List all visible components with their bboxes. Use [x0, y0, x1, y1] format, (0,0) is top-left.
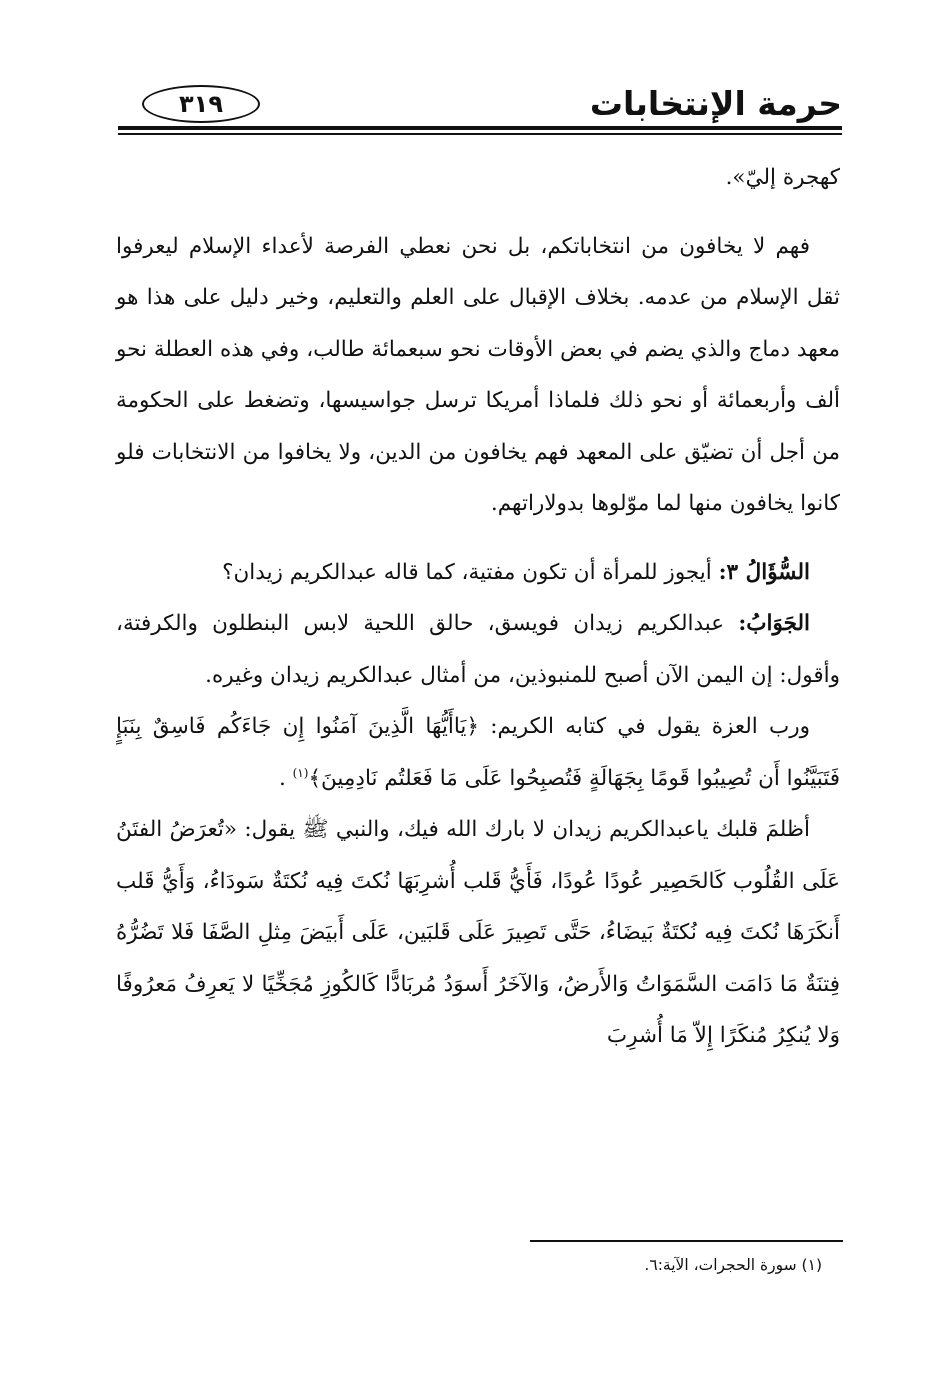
- footnote-reference: (١): [292, 765, 309, 780]
- question-label: السُّؤَالُ ٣:: [718, 559, 810, 585]
- answer-paragraph: [116, 598, 840, 701]
- page-header: [118, 78, 842, 138]
- body-text: [116, 152, 840, 1062]
- paragraph-elections: فهم لا يخافون من انتخاباتكم، بل نحن نعطي الفرصة لأعداء الإسلام ليعرفوا ثقل الإسلام من عدمه. بخلاف الإقبال على العلم والتعليم، وخير دليل على هذا هو معهد دماج والذي يضم في بعض الأوقات نحو سبعمائة طالب، وفي هذه العطلة نحو ألف وأربعمائة أو نحو ذلك فلماذا أمريكا ترسل جواسيسها، وتضغط على الحكومة من أجل أن تضيّق على المعهد فهم يخافون من الدين، ولا يخافوا من الانتخابات فلو كانوا يخافون منها لما موّلوها بدولاراتهم.: [116, 233, 840, 516]
- running-title: حرمة الإنتخابات: [589, 84, 842, 123]
- header-rule-thick: [118, 126, 842, 130]
- header-rule-thin: [118, 133, 842, 135]
- answer-text: عبدالكريم زيدان فويسق، حالق اللحية لابس البنطلون والكرفتة، وأقول: إن اليمن الآن أصبح للمنبوذين، من أمثال عبدالكريم زيدان وغيره.: [116, 611, 840, 688]
- quran-verse-text: ورب العزة يقول في كتابه الكريم: ﴿يَاأَيُّهَا الَّذِينَ آمَنُوا إِن جَاءَكُم فَاسِقٌ بِنَبَإٍ فَتَبَيَّنُوا أَن تُصِيبُوا قَومًا بِجَهَالَةٍ فَتُصبِحُوا عَلَى مَا فَعَلتُم نَادِمِينَ﴾: [116, 714, 840, 791]
- footnote: (١) سورة الحجرات، الآية:٦.: [644, 1256, 822, 1274]
- footnote-separator: [530, 1240, 843, 1242]
- question-text: أيجوز للمرأة أن تكون مفتية، كما قاله عبدالكريم زيدان؟: [222, 559, 712, 585]
- paragraph-hadith: أظلمَ قلبك ياعبدالكريم زيدان لا بارك الله فيك، والنبي ﷺ يقول: «تُعرَضُ الفتَنُ عَلَى القُلُوب كَالحَصِير عُودًا عُودًا، فَأَيُّ قَلب أُشرِبَهَا نُكتَ فِيه نُكتَةٌ سَودَاءُ، وَأَيُّ قَلب أَنكَرَهَا نُكتَ فِيه نُكتَةٌ بَيضَاءُ، حَتَّى تَصِيرَ عَلَى قَلبَين، عَلَى أَبيَضَ مِثلِ الصَّفَا فَلا تَضُرُّهُ فِتنَةٌ مَا دَامَت السَّمَوَاتُ وَالأَرضُ، وَالآخَرُ أَسوَدُ مُربَادًّا كَالكُوزِ مُجَخِّيًا لا يَعرِفُ مَعرُوفًا وَلا يُنكِرُ مُنكَرًا إِلاّ مَا أُشرِبَ: [116, 817, 840, 1048]
- page-number: ٣١٩: [142, 85, 260, 123]
- paragraph-hadith-end: كهجرة إليّ».: [725, 165, 840, 190]
- answer-label: الجَوَابُ:: [738, 611, 810, 636]
- paragraph-quran-verse: ورب العزة يقول في كتابه الكريم: ﴿يَاأَيُّهَا الَّذِينَ آمَنُوا إِن جَاءَكُم فَاسِقٌ بِنَبَإٍ فَتَبَيَّنُوا أَن تُصِيبُوا قَومًا بِجَهَالَةٍ فَتُصبِحُوا عَلَى مَا فَعَلتُم نَادِمِينَ﴾$^{(١)}$ .: [116, 714, 840, 791]
- question-paragraph: [116, 547, 840, 599]
